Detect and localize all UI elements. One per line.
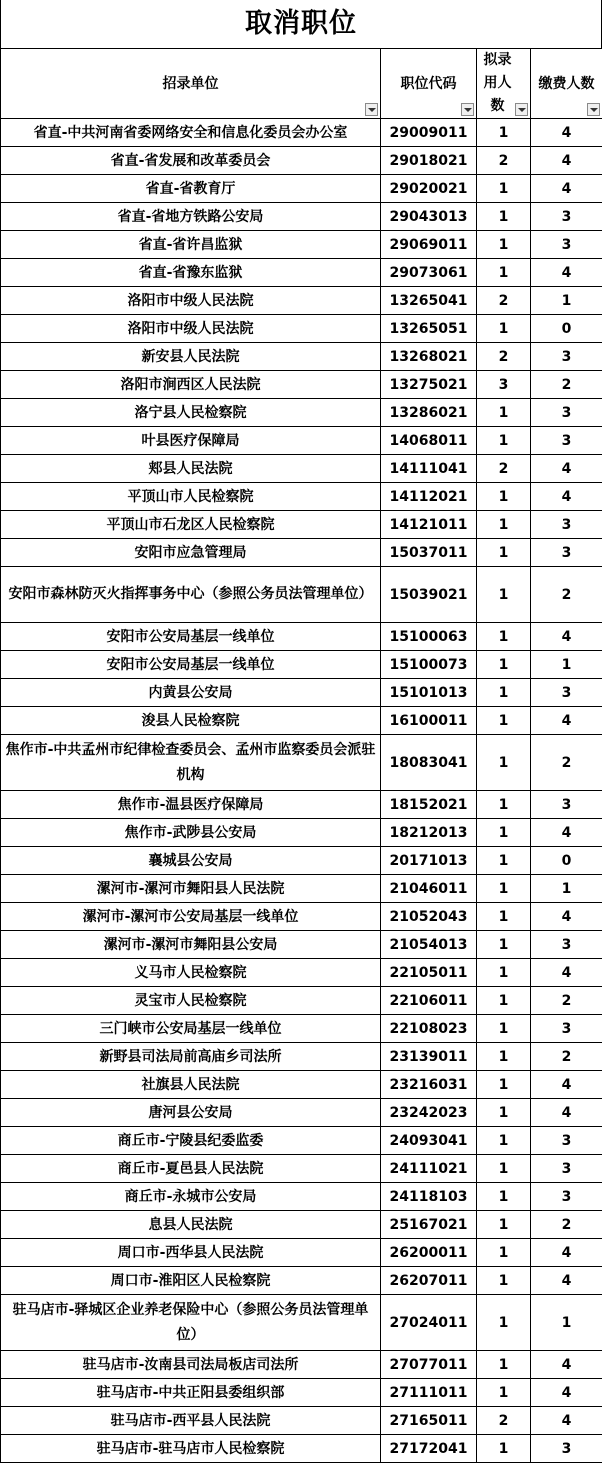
cell-paid[interactable]: 0 xyxy=(531,315,602,343)
table-row xyxy=(1,1127,602,1155)
column-header-code xyxy=(381,49,477,119)
cell-planned[interactable]: 1 xyxy=(477,483,531,511)
cell-code[interactable]: 18152021 xyxy=(381,791,477,819)
cell-planned[interactable]: 1 xyxy=(477,847,531,875)
cell-planned[interactable]: 1 xyxy=(477,651,531,679)
cell-paid[interactable]: 3 xyxy=(531,511,602,539)
cell-code[interactable]: 15101013 xyxy=(381,679,477,707)
cell-code[interactable]: 21046011 xyxy=(381,875,477,903)
table-row xyxy=(1,315,602,343)
cell-unit[interactable]: 郏县人民法院 xyxy=(1,455,381,483)
table-row xyxy=(1,1099,602,1127)
cell-planned[interactable]: 2 xyxy=(477,343,531,371)
cell-paid[interactable]: 1 xyxy=(531,1295,602,1351)
table-row xyxy=(1,1407,602,1435)
cell-planned[interactable]: 1 xyxy=(477,735,531,791)
cell-paid[interactable]: 3 xyxy=(531,427,602,455)
table-row xyxy=(1,399,602,427)
cell-code[interactable]: 15100073 xyxy=(381,651,477,679)
cell-unit[interactable]: 安阳市公安局基层一线单位 xyxy=(1,623,381,651)
cell-planned[interactable]: 1 xyxy=(477,791,531,819)
cell-paid[interactable]: 2 xyxy=(531,371,602,399)
cell-planned[interactable]: 1 xyxy=(477,203,531,231)
cell-planned[interactable]: 1 xyxy=(477,903,531,931)
table-row xyxy=(1,931,602,959)
cell-planned[interactable]: 1 xyxy=(477,931,531,959)
table-row xyxy=(1,539,602,567)
cell-paid[interactable]: 3 xyxy=(531,1127,602,1155)
cell-paid[interactable]: 4 xyxy=(531,903,602,931)
cell-paid[interactable]: 4 xyxy=(531,147,602,175)
cell-code[interactable]: 29069011 xyxy=(381,231,477,259)
cell-paid[interactable]: 4 xyxy=(531,1351,602,1379)
cell-code[interactable]: 29043013 xyxy=(381,203,477,231)
cell-planned[interactable]: 1 xyxy=(477,1351,531,1379)
table-row xyxy=(1,371,602,399)
cell-planned[interactable]: 1 xyxy=(477,1155,531,1183)
table-row xyxy=(1,1211,602,1239)
cell-planned[interactable]: 1 xyxy=(477,1071,531,1099)
cell-planned[interactable]: 1 xyxy=(477,819,531,847)
table-row xyxy=(1,287,602,315)
header-row xyxy=(1,49,602,119)
table-row xyxy=(1,735,602,791)
cell-code[interactable]: 21052043 xyxy=(381,903,477,931)
cell-code[interactable]: 23139011 xyxy=(381,1043,477,1071)
cell-planned[interactable]: 1 xyxy=(477,1379,531,1407)
table-row xyxy=(1,455,602,483)
table-row xyxy=(1,987,602,1015)
table-row xyxy=(1,119,602,147)
cell-planned[interactable]: 1 xyxy=(477,1015,531,1043)
cell-unit[interactable]: 驻马店市-驿城区企业养老保险中心（参照公务员法管理单位） xyxy=(1,1295,381,1351)
cell-planned[interactable]: 1 xyxy=(477,231,531,259)
column-label: 职位代码 xyxy=(401,72,457,96)
column-label: 招录单位 xyxy=(163,72,219,96)
cell-unit[interactable]: 省直-省豫东监狱 xyxy=(1,259,381,287)
cell-unit[interactable]: 内黄县公安局 xyxy=(1,679,381,707)
cell-paid[interactable]: 4 xyxy=(531,959,602,987)
cell-paid[interactable]: 4 xyxy=(531,707,602,735)
table-row xyxy=(1,959,602,987)
filter-dropdown-icon[interactable] xyxy=(587,103,600,116)
cell-code[interactable]: 29009011 xyxy=(381,119,477,147)
cell-paid[interactable]: 3 xyxy=(531,203,602,231)
cell-paid[interactable]: 2 xyxy=(531,567,602,623)
table-row xyxy=(1,707,602,735)
cell-unit[interactable]: 省直-省教育厅 xyxy=(1,175,381,203)
table-row xyxy=(1,483,602,511)
cell-code[interactable]: 27172041 xyxy=(381,1435,477,1463)
cell-code[interactable]: 22105011 xyxy=(381,959,477,987)
cell-planned[interactable]: 1 xyxy=(477,399,531,427)
cell-paid[interactable]: 4 xyxy=(531,455,602,483)
cell-unit[interactable]: 洛宁县人民检察院 xyxy=(1,399,381,427)
table-row xyxy=(1,427,602,455)
cell-unit[interactable]: 息县人民法院 xyxy=(1,1211,381,1239)
cell-code[interactable]: 13286021 xyxy=(381,399,477,427)
cell-code[interactable]: 24118103 xyxy=(381,1183,477,1211)
cell-paid[interactable]: 3 xyxy=(531,679,602,707)
cell-planned[interactable]: 1 xyxy=(477,1043,531,1071)
cell-paid[interactable]: 3 xyxy=(531,231,602,259)
cell-code[interactable]: 13265041 xyxy=(381,287,477,315)
cell-unit[interactable]: 浚县人民检察院 xyxy=(1,707,381,735)
cell-unit[interactable]: 襄城县公安局 xyxy=(1,847,381,875)
cell-code[interactable]: 23216031 xyxy=(381,1071,477,1099)
cell-planned[interactable]: 1 xyxy=(477,987,531,1015)
cell-unit[interactable]: 商丘市-夏邑县人民法院 xyxy=(1,1155,381,1183)
cell-code[interactable]: 24093041 xyxy=(381,1127,477,1155)
cell-unit[interactable]: 周口市-西华县人民法院 xyxy=(1,1239,381,1267)
table-row xyxy=(1,679,602,707)
cell-code[interactable]: 13268021 xyxy=(381,343,477,371)
cell-code[interactable]: 14121011 xyxy=(381,511,477,539)
cell-planned[interactable]: 1 xyxy=(477,679,531,707)
cell-paid[interactable]: 4 xyxy=(531,1099,602,1127)
cell-code[interactable]: 18083041 xyxy=(381,735,477,791)
cell-paid[interactable]: 1 xyxy=(531,651,602,679)
cell-unit[interactable]: 商丘市-永城市公安局 xyxy=(1,1183,381,1211)
cell-code[interactable]: 26200011 xyxy=(381,1239,477,1267)
cell-paid[interactable]: 4 xyxy=(531,1379,602,1407)
cell-unit[interactable]: 社旗县人民法院 xyxy=(1,1071,381,1099)
table-row xyxy=(1,1239,602,1267)
cell-unit[interactable]: 周口市-淮阳区人民检察院 xyxy=(1,1267,381,1295)
column-header-unit xyxy=(1,49,381,119)
cell-planned[interactable]: 1 xyxy=(477,1183,531,1211)
cell-unit[interactable]: 驻马店市-驻马店市人民检察院 xyxy=(1,1435,381,1463)
table-row xyxy=(1,791,602,819)
cell-unit[interactable]: 漯河市-漯河市舞阳县人民法院 xyxy=(1,875,381,903)
table-row xyxy=(1,1015,602,1043)
column-label: 缴费人数 xyxy=(539,72,595,96)
cell-code[interactable]: 29073061 xyxy=(381,259,477,287)
cell-unit[interactable]: 唐河县公安局 xyxy=(1,1099,381,1127)
cell-planned[interactable]: 1 xyxy=(477,427,531,455)
cell-code[interactable]: 27024011 xyxy=(381,1295,477,1351)
cell-paid[interactable]: 4 xyxy=(531,1239,602,1267)
table-row xyxy=(1,1043,602,1071)
cell-paid[interactable]: 4 xyxy=(531,119,602,147)
cell-paid[interactable]: 2 xyxy=(531,1211,602,1239)
cell-code[interactable]: 18212013 xyxy=(381,819,477,847)
cell-planned[interactable]: 2 xyxy=(477,287,531,315)
table-row xyxy=(1,1295,602,1351)
cell-code[interactable]: 14112021 xyxy=(381,483,477,511)
column-label: 拟录用人数 xyxy=(477,49,530,118)
cell-unit[interactable]: 新野县司法局前高庙乡司法所 xyxy=(1,1043,381,1071)
cell-code[interactable]: 25167021 xyxy=(381,1211,477,1239)
cell-unit[interactable]: 安阳市应急管理局 xyxy=(1,539,381,567)
cell-planned[interactable]: 1 xyxy=(477,1099,531,1127)
cell-code[interactable]: 13265051 xyxy=(381,315,477,343)
cell-unit[interactable]: 省直-省地方铁路公安局 xyxy=(1,203,381,231)
table-row xyxy=(1,1351,602,1379)
table-body xyxy=(1,119,602,1463)
cell-code[interactable]: 14068011 xyxy=(381,427,477,455)
table-row xyxy=(1,147,602,175)
cell-code[interactable]: 29020021 xyxy=(381,175,477,203)
cell-code[interactable]: 15037011 xyxy=(381,539,477,567)
cell-code[interactable]: 22106011 xyxy=(381,987,477,1015)
table-row xyxy=(1,847,602,875)
cell-unit[interactable]: 焦作市-武陟县公安局 xyxy=(1,819,381,847)
table-row xyxy=(1,511,602,539)
cell-unit[interactable]: 叶县医疗保障局 xyxy=(1,427,381,455)
table-row xyxy=(1,1183,602,1211)
cell-code[interactable]: 27111011 xyxy=(381,1379,477,1407)
cell-code[interactable]: 26207011 xyxy=(381,1267,477,1295)
cell-paid[interactable]: 3 xyxy=(531,931,602,959)
table-row xyxy=(1,623,602,651)
cell-planned[interactable]: 1 xyxy=(477,119,531,147)
cell-code[interactable]: 27165011 xyxy=(381,1407,477,1435)
cell-unit[interactable]: 驻马店市-西平县人民法院 xyxy=(1,1407,381,1435)
cell-paid[interactable]: 4 xyxy=(531,819,602,847)
cell-unit[interactable]: 省直-省许昌监狱 xyxy=(1,231,381,259)
table-row xyxy=(1,1267,602,1295)
cell-code[interactable]: 16100011 xyxy=(381,707,477,735)
cell-paid[interactable]: 2 xyxy=(531,735,602,791)
cell-paid[interactable]: 3 xyxy=(531,1435,602,1463)
cell-planned[interactable]: 2 xyxy=(477,455,531,483)
cell-paid[interactable]: 3 xyxy=(531,539,602,567)
cell-planned[interactable]: 2 xyxy=(477,1407,531,1435)
cell-unit[interactable]: 新安县人民法院 xyxy=(1,343,381,371)
table-row xyxy=(1,259,602,287)
filter-dropdown-icon[interactable] xyxy=(515,103,528,116)
cell-planned[interactable]: 1 xyxy=(477,875,531,903)
cell-unit[interactable]: 省直-省发展和改革委员会 xyxy=(1,147,381,175)
table-row xyxy=(1,819,602,847)
cell-paid[interactable]: 4 xyxy=(531,1071,602,1099)
cell-paid[interactable]: 3 xyxy=(531,399,602,427)
cell-code[interactable]: 27077011 xyxy=(381,1351,477,1379)
cell-paid[interactable]: 3 xyxy=(531,1183,602,1211)
table-row xyxy=(1,231,602,259)
cell-paid[interactable]: 4 xyxy=(531,175,602,203)
cell-code[interactable]: 29018021 xyxy=(381,147,477,175)
cell-unit[interactable]: 商丘市-宁陵县纪委监委 xyxy=(1,1127,381,1155)
cell-planned[interactable]: 1 xyxy=(477,259,531,287)
cell-code[interactable]: 13275021 xyxy=(381,371,477,399)
cell-code[interactable]: 22108023 xyxy=(381,1015,477,1043)
cell-paid[interactable]: 0 xyxy=(531,847,602,875)
table-row xyxy=(1,567,602,623)
cell-paid[interactable]: 3 xyxy=(531,791,602,819)
cell-paid[interactable]: 4 xyxy=(531,623,602,651)
cell-planned[interactable]: 2 xyxy=(477,147,531,175)
cell-paid[interactable]: 4 xyxy=(531,1407,602,1435)
cell-paid[interactable]: 3 xyxy=(531,1015,602,1043)
cell-planned[interactable]: 1 xyxy=(477,623,531,651)
cell-planned[interactable]: 3 xyxy=(477,371,531,399)
filter-dropdown-icon[interactable] xyxy=(461,103,474,116)
column-header-paid xyxy=(531,49,602,119)
cell-paid[interactable]: 1 xyxy=(531,287,602,315)
cell-code[interactable]: 14111041 xyxy=(381,455,477,483)
cell-planned[interactable]: 1 xyxy=(477,1435,531,1463)
table-row xyxy=(1,1435,602,1463)
cell-planned[interactable]: 1 xyxy=(477,1295,531,1351)
table-row xyxy=(1,1071,602,1099)
cell-paid[interactable]: 2 xyxy=(531,987,602,1015)
column-header-planned xyxy=(477,49,531,119)
cell-planned[interactable]: 1 xyxy=(477,1127,531,1155)
cell-planned[interactable]: 1 xyxy=(477,1267,531,1295)
cell-unit[interactable]: 焦作市-温县医疗保障局 xyxy=(1,791,381,819)
table-row xyxy=(1,875,602,903)
cell-planned[interactable]: 1 xyxy=(477,1211,531,1239)
table-row xyxy=(1,903,602,931)
cell-paid[interactable]: 3 xyxy=(531,1155,602,1183)
page-title: 取消职位 xyxy=(0,0,602,48)
cell-code[interactable]: 24111021 xyxy=(381,1155,477,1183)
table-row xyxy=(1,175,602,203)
cell-planned[interactable]: 1 xyxy=(477,315,531,343)
cell-planned[interactable]: 1 xyxy=(477,707,531,735)
table-row xyxy=(1,1155,602,1183)
table-row xyxy=(1,203,602,231)
cell-unit[interactable]: 焦作市-中共孟州市纪律检查委员会、孟州市监察委员会派驻机构 xyxy=(1,735,381,791)
cell-unit[interactable]: 安阳市森林防灭火指挥事务中心（参照公务员法管理单位） xyxy=(1,567,381,623)
cell-code[interactable]: 15100063 xyxy=(381,623,477,651)
cell-unit[interactable]: 安阳市公安局基层一线单位 xyxy=(1,651,381,679)
filter-dropdown-icon[interactable] xyxy=(365,103,378,116)
cell-unit[interactable]: 平顶山市人民检察院 xyxy=(1,483,381,511)
cell-unit[interactable]: 灵宝市人民检察院 xyxy=(1,987,381,1015)
cell-code[interactable]: 21054013 xyxy=(381,931,477,959)
cell-unit[interactable]: 驻马店市-汝南县司法局板店司法所 xyxy=(1,1351,381,1379)
cell-planned[interactable]: 1 xyxy=(477,511,531,539)
cell-unit[interactable]: 漯河市-漯河市公安局基层一线单位 xyxy=(1,903,381,931)
cell-code[interactable]: 20171013 xyxy=(381,847,477,875)
cell-unit[interactable]: 驻马店市-中共正阳县委组织部 xyxy=(1,1379,381,1407)
cell-planned[interactable]: 1 xyxy=(477,175,531,203)
cell-unit[interactable]: 义马市人民检察院 xyxy=(1,959,381,987)
cell-planned[interactable]: 1 xyxy=(477,959,531,987)
cell-unit[interactable]: 洛阳市中级人民法院 xyxy=(1,315,381,343)
cell-unit[interactable]: 漯河市-漯河市舞阳县公安局 xyxy=(1,931,381,959)
cell-planned[interactable]: 1 xyxy=(477,567,531,623)
cell-paid[interactable]: 1 xyxy=(531,875,602,903)
cell-paid[interactable]: 2 xyxy=(531,1043,602,1071)
positions-table xyxy=(0,48,602,1463)
table-row xyxy=(1,1379,602,1407)
cell-code[interactable]: 15039021 xyxy=(381,567,477,623)
cell-paid[interactable]: 4 xyxy=(531,259,602,287)
cell-paid[interactable]: 4 xyxy=(531,483,602,511)
cell-planned[interactable]: 1 xyxy=(477,539,531,567)
cell-unit[interactable]: 平顶山市石龙区人民检察院 xyxy=(1,511,381,539)
table-row xyxy=(1,651,602,679)
cell-paid[interactable]: 4 xyxy=(531,1267,602,1295)
cell-paid[interactable]: 3 xyxy=(531,343,602,371)
cell-code[interactable]: 23242023 xyxy=(381,1099,477,1127)
cell-unit[interactable]: 省直-中共河南省委网络安全和信息化委员会办公室 xyxy=(1,119,381,147)
cell-unit[interactable]: 三门峡市公安局基层一线单位 xyxy=(1,1015,381,1043)
cell-planned[interactable]: 1 xyxy=(477,1239,531,1267)
table-row xyxy=(1,343,602,371)
cell-unit[interactable]: 洛阳市中级人民法院 xyxy=(1,287,381,315)
cell-unit[interactable]: 洛阳市涧西区人民法院 xyxy=(1,371,381,399)
